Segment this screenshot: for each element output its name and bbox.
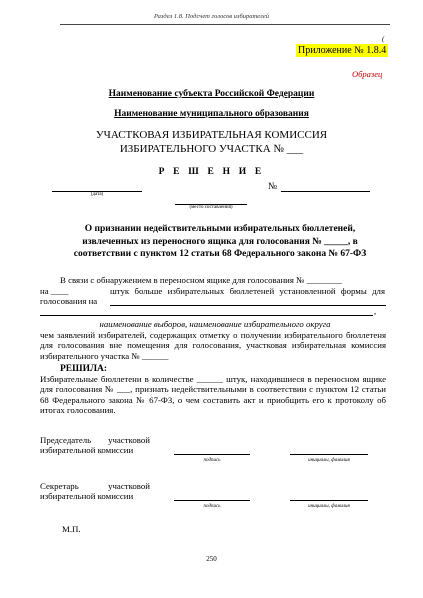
decision-number-field [281,191,370,192]
appendix-label: Приложение № 1.8.4 [298,45,387,56]
secretary-name-field [290,500,368,501]
decision-heading: Р Е Ш Е Н И Е [158,167,265,177]
election-name-field-2 [40,315,373,316]
paren-mark: ( [382,35,385,43]
chairman-signature-field [174,454,250,455]
secretary-signature-field [174,500,250,501]
number-sign: № [268,182,278,192]
chairman-signature-caption: подпись [203,458,221,463]
paragraph-2: чем заявлений избирателей, содержащих отметку о получении избирательного бюллетеня для голосования вне помещения для голосования, участковая избирательная комиссия избирательного участка № ______ [40,330,386,361]
header-rule [60,24,390,25]
sample-label: Образец [352,69,383,79]
document-title-line-1: О признании недействительными избирательных бюллетеней, [84,224,356,234]
secretary-name-caption: инициалы, фамилия [308,504,350,509]
election-name-field-1 [110,305,386,306]
resolved-heading: РЕШИЛА: [60,364,108,374]
election-caption: наименование выборов, наименование избирательного округа [99,319,331,329]
secretary-signature-caption: подпись [203,504,221,509]
page-number: 250 [206,555,217,563]
paragraph-3: Избирательные бюллетени в количестве ______ штук, находившиеся в переносном ящике для голосования № ___, признать недействительными в соответствии с пунктом 12 статьи 68 Федерального закона № 67-ФЗ, о чем составить акт и приобщить его к протоколу об итогах голосования. [40,374,386,416]
document-title-line-2: извлеченных из переносного ящика для голосования № _____, в [82,236,358,247]
date-caption: (дата) [90,192,104,197]
chairman-name-caption: инициалы, фамилия [308,458,350,463]
section-note: Раздел 1.8. Подсчет голосов избирателей [153,13,270,20]
subject-title: Наименование субъекта Российской Федерации [108,89,315,99]
seal-mark: М.П. [62,524,81,534]
chairman-name-field [290,454,368,455]
paragraph-1-line-3: голосования на [40,296,98,306]
comma-mark: , [374,306,377,316]
document-title-line-3: соответствии с пунктом 12 статьи 68 Федерального закона № 67-ФЗ [73,249,367,259]
place-caption: (место составления) [189,205,233,210]
paragraph-1-line-2-start: на ____ [40,285,69,296]
document-title [70,223,370,261]
municipal-title: Наименование муниципального образования [114,109,309,119]
paragraph-1-line-2-rest: штук больше избирательных бюллетеней установленной формы для [110,285,385,296]
commission-title [0,128,423,156]
commission-line-2: ИЗБИРАТЕЛЬНОГО УЧАСТКА № ___ [119,143,304,155]
commission-line-1: УЧАСТКОВАЯ ИЗБИРАТЕЛЬНАЯ КОМИССИЯ [95,129,328,141]
chairman-label: Председатель участковой избирательной комиссии [40,435,150,456]
paragraph-1-line-1: В связи с обнаружением в переносном ящике для голосования № ________ [60,275,342,285]
secretary-label: Секретарь участковой избирательной комиссии [40,481,150,502]
